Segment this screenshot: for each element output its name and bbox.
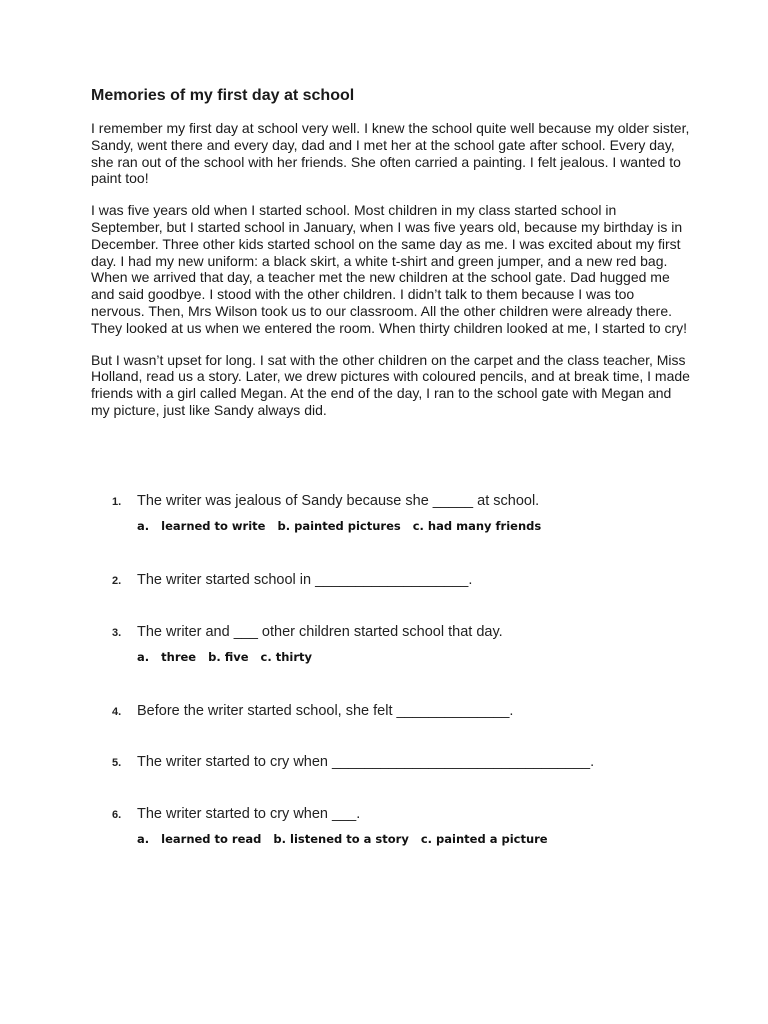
question-3	[112, 623, 503, 664]
question-number: 3.	[112, 627, 122, 639]
question-options: a. three b. five c. thirty	[137, 650, 313, 664]
question-number: 6.	[112, 809, 122, 821]
paragraph-3: But I wasn’t upset for long. I sat with the other children on the carpet and the class teacher, Miss Holland, read us a story. Later, we drew pictures with coloured pencils, and at break time, I made friends with a girl called Megan. At the end of the day, I ran to the school gate with Megan and my picture, just like Sandy always did.	[91, 351, 690, 418]
question-number: 2.	[112, 575, 122, 587]
question-text: Before the writer started school, she felt ______________.	[137, 703, 514, 719]
paragraph-2: I was five years old when I started school. Most children in my class started school in September, but I started school in January, when I was five years old, because my birthday is in December. Three other kids started school on the same day as me. I was excited about my first day. I had my new uniform: a black skirt, a white t-shirt and green jumper, and a new red bag. When we arrived that day, a teacher met the new children at the school gate. Dad hugged me and said goodbye. I stood with the other children. I didn’t talk to them because I was too nervous. Then, Mrs Wilson took us to our classroom. All the other children were already there. They looked at us when we entered the room. When thirty children looked at me, I started to cry!	[91, 202, 688, 336]
question-text: The writer and ___ other children started school that day.	[137, 624, 503, 640]
question-5	[112, 753, 594, 771]
paragraph-1: I remember my first day at school very well. I knew the school quite well because my older sister, Sandy, went there and every day, dad and I met her at the school gate after school. Every day, she ran out of the school with her friends. She often carried a painting. I felt jealous. I wanted to paint too!	[91, 120, 690, 187]
question-number: 1.	[112, 496, 122, 508]
question-4	[112, 702, 513, 720]
question-text: The writer started to cry when ___.	[137, 806, 361, 822]
question-1	[112, 492, 541, 533]
question-number: 5.	[112, 757, 122, 769]
question-text: The writer started to cry when ________________________________.	[137, 754, 595, 770]
question-number: 4.	[112, 706, 122, 718]
question-options: a. learned to read b. listened to a story c. painted a picture	[137, 832, 548, 846]
reading-passage	[91, 86, 691, 434]
question-options: a. learned to write b. painted pictures c. had many friends	[137, 519, 542, 533]
page-title: Memories of my first day at school	[91, 87, 355, 104]
question-6	[112, 805, 548, 846]
question-text: The writer was jealous of Sandy because she _____ at school.	[137, 493, 540, 509]
question-2	[112, 571, 472, 589]
question-text: The writer started school in ___________________.	[137, 572, 473, 588]
